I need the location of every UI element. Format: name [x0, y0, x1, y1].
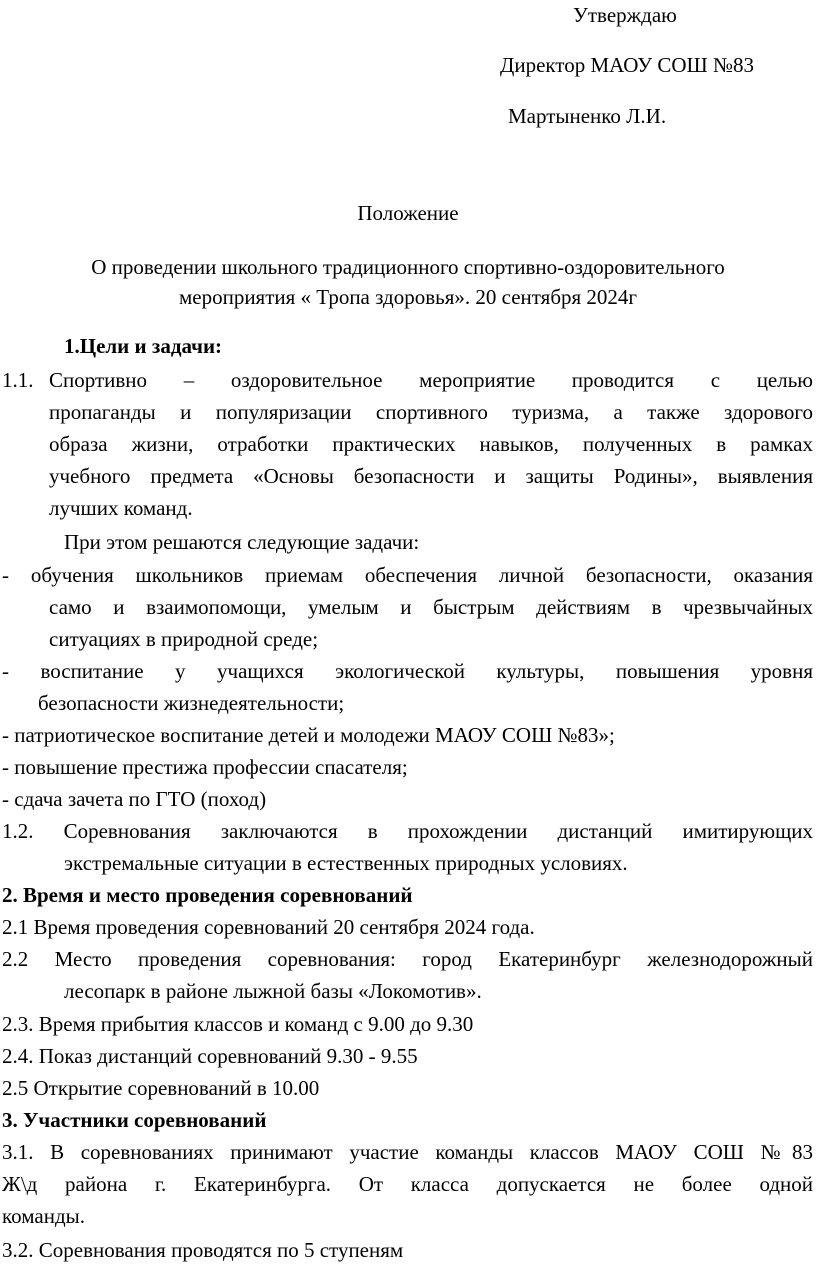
task-1-line-3: ситуациях в природной среде;	[49, 627, 319, 651]
paragraph-2-5: 2.5 Открытие соревнований в 10.00	[2, 1076, 320, 1100]
paragraph-3-2: 3.2. Соревнования проводятся по 5 ступеням	[2, 1238, 404, 1262]
paragraph-3-1-line-1: 3.1. В соревнованиях принимают участие команды классов МАОУ СОШ №83	[2, 1140, 813, 1164]
task-2-line-2: безопасности жизнедеятельности;	[38, 691, 345, 715]
section-2-heading: 2. Время и место проведения соревнований	[2, 883, 413, 907]
document-subject-line-1: О проведении школьного традиционного спортивно-оздоровительного	[91, 255, 725, 279]
paragraph-2-4: 2.4. Показ дистанций соревнований 9.30 - 9.55	[2, 1044, 418, 1068]
paragraph-2-2-line-1: 2.2 Место проведения соревнования: город Екатеринбург железнодорожный	[2, 947, 813, 971]
paragraph-1-2-line-1: 1.2. Соревнования заключаются в прохождении дистанций имитирующих	[2, 819, 813, 843]
approval-director: Директор МАОУ СОШ №83	[500, 53, 754, 77]
paragraph-1-1-number: 1.1.	[2, 368, 34, 392]
paragraph-3-1-line-3: команды.	[2, 1204, 85, 1228]
document-subject-line-2: мероприятия « Тропа здоровья». 20 сентября 2024г	[178, 285, 638, 309]
paragraph-2-1: 2.1 Время проведения соревнований 20 сентября 2024 года.	[2, 915, 535, 939]
task-1-line-2: само и взаимопомощи, умелым и быстрым действиям в чрезвычайных	[49, 595, 813, 619]
task-3: - патриотическое воспитание детей и молодежи МАОУ СОШ №83»;	[2, 723, 615, 747]
paragraph-1-1-line-2: пропаганды и популяризации спортивного туризма, а также здорового	[49, 400, 813, 424]
paragraph-1-2-line-2: экстремальные ситуации в естественных природных условиях.	[64, 851, 628, 875]
document-title: Положение	[357, 201, 459, 225]
paragraph-1-1-line-4: учебного предмета «Основы безопасности и защиты Родины», выявления	[49, 464, 813, 488]
task-2-line-1: - воспитание у учащихся экологической культуры, повышения уровня	[2, 659, 813, 683]
task-5: - сдача зачета по ГТО (поход)	[2, 787, 267, 811]
paragraph-2-2-line-2: лесопарк в районе лыжной базы «Локомотив».	[64, 979, 482, 1003]
approval-approve: Утверждаю	[573, 3, 677, 27]
tasks-intro: При этом решаются следующие задачи:	[64, 530, 420, 554]
approval-name: Мартыненко Л.И.	[508, 104, 667, 128]
task-1-line-1: - обучения школьников приемам обеспечения личной безопасности, оказания	[2, 563, 813, 587]
section-3-heading: 3. Участники соревнований	[2, 1108, 267, 1132]
paragraph-2-3: 2.3. Время прибытия классов и команд с 9.00 до 9.30	[2, 1012, 474, 1036]
paragraph-3-1-line-2: Ж\д района г. Екатеринбурга. От класса допускается не более одной	[2, 1172, 813, 1196]
task-4: - повышение престижа профессии спасателя;	[2, 755, 408, 779]
paragraph-1-1-line-5: лучших команд.	[49, 496, 193, 520]
paragraph-1-1-line-3: образа жизни, отработки практических навыков, полученных в рамках	[49, 432, 813, 456]
section-1-heading: 1.Цели и задачи:	[64, 334, 223, 358]
paragraph-1-1-line-1: Спортивно – оздоровительное мероприятие проводится с целью	[49, 368, 813, 392]
